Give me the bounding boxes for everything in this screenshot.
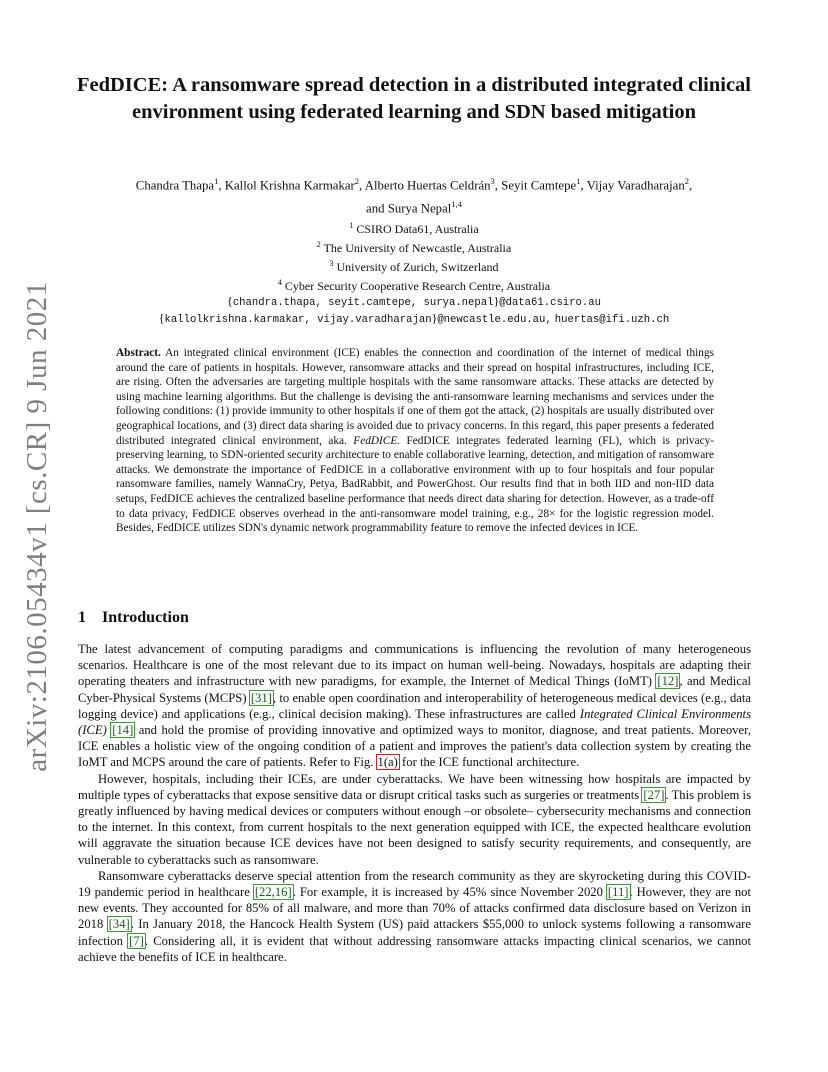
section-body [78, 641, 751, 965]
email-names: chandra.thapa, seyit.camtepe, surya.nepal [232, 297, 494, 309]
author-name: Alberto Huertas Celdrán [364, 178, 491, 193]
emphasized-term: Integrated Clinical Environments (ICE) [78, 706, 751, 738]
affiliation-line [70, 237, 758, 256]
section-heading [78, 609, 189, 627]
arxiv-identifier-stamp [14, 280, 60, 772]
affil-text: University of Zurich, Switzerland [336, 260, 499, 274]
citation-link[interactable]: [12] [657, 674, 679, 689]
affil-number: 2 [316, 240, 321, 249]
text-run: for the ICE functional architecture. [398, 755, 580, 770]
text-run: However, hospitals, including their ICEs, are under cyberattacks. We have been witnessing how hospitals are impacted by multiple types of cyberattacks that expose sensitive data or disrupt critical tasks such as surgeries or treatments [78, 771, 751, 802]
email-domain: @data61.csiro.au [499, 297, 601, 309]
author-name: and Surya Nepal [366, 201, 452, 216]
author-affil-mark: 3 [490, 176, 495, 186]
text-run: . In January 2018, the Hancock Health System (US) paid attackers $55,000 to unlock systems following a ransomware infection [78, 917, 751, 948]
affiliation-line [70, 256, 758, 275]
text-run: , to enable open coordination and interoperability of heterogeneous medical devices (e.g., data logging device) and applications (e.g., clinical decision making). These infrastructures are called [78, 690, 751, 721]
paper-title: FedDICE: A ransomware spread detection in a distributed integrated clinical environment using federated learning and SDN based mitigation [76, 74, 752, 123]
text-run: . However, they are not new events. They accounted for 85% of all malware, and more than 70% of attacks confirmed data disclosure based on Verizon in 2018 [78, 885, 751, 932]
author-name: Seyit Camtepe [501, 178, 577, 193]
figure-link[interactable]: 1(a) [377, 755, 398, 770]
affil-number: 1 [349, 221, 354, 230]
paragraph [78, 641, 751, 771]
author-affil-mark: 1 [214, 176, 219, 186]
citation-link[interactable]: [7] [129, 933, 144, 948]
citation-link[interactable]: [22,16] [254, 885, 292, 900]
author-list: Chandra Thapa$^1$, Kallol Krishna Karmakar$^2$, Alberto Huertas Celdrán$^3$, Seyit Camtepe$^1$, Vijay Varadharajan$^2$, and Surya Nepal$^{1,4}$ [135, 176, 693, 216]
abstract [116, 346, 714, 536]
email-address: huertas@ifi.uzh.ch [554, 314, 670, 326]
author-affil-mark: 1,4 [451, 199, 462, 210]
author-name: Chandra Thapa [135, 178, 215, 193]
text-run: Ransomware cyberattacks deserve special attention from the research community as they are skyrocketing during this COVID-19 pandemic period in healthcare [78, 868, 751, 900]
author-affil-mark: 2 [354, 176, 360, 186]
text-run: The latest advancement of computing paradigms and communications is influencing the revolution of many heterogeneous scenarios. Healthcare is one of the most relevant due to its impact on human well-being. Nowadays, hospitals are adapting their operating theaters and infrastructure with new paradigms, for example, the Internet of Medical Things (IoMT) [78, 642, 751, 689]
system-name: FedDICE. [353, 434, 401, 447]
arxiv-identifier-text: arXiv:2106.05434v1 [cs.CR] 9 Jun 2021 [20, 280, 53, 772]
text-run: . For example, it is increased by 45% since November 2020 [292, 885, 607, 900]
text-run: . Considering all, it is evident that without addressing ransomware attacks impacting clinical scenarios, we cannot achieve the benefits of ICE in healthcare. [78, 933, 751, 964]
citation-link[interactable]: [31] [250, 690, 272, 705]
abstract-text: FedDICE integrates federated learning (FL), which is privacy-preserving learning, to SDN-oriented security architecture to enable collaborative learning, detection, and mitigation of ransomware attacks. We demonstrate the importance of FedDICE in a collaborative environment with up to four hospitals and four popular ransomware families, namely WannaCry, Petya, BadRabbit, and PowerGhost. Our results find that in both IID and non-IID data setups, FedDICE achieves the centralized baseline performance that needs direct data sharing for detection. However, as a trade-off to data privacy, FedDICE observes overhead in the anti-ransomware model training, e.g., 28× for the logistic regression model. Besides, FedDICE utilizes SDN's dynamic network programmability feature to remove the infected devices in ICE. [116, 434, 715, 535]
affil-text: The University of Newcastle, Australia [323, 241, 512, 255]
citation-link[interactable]: [14] [112, 723, 134, 738]
author-affil-mark: 1 [576, 176, 581, 186]
abstract-text: An integrated clinical environment (ICE) enables the connection and coordination of the internet of medical things around the care of patients in hospitals. However, ransomware attacks and their spread on hospital infrastructures, including ICE, are rising. Often the adversaries are targeting multiple hospitals with the same ransomware attacks. These attacks are detected by using machine learning algorithms. But the challenge is devising the anti-ransomware learning mechanisms and services under the following conditions: (1) provide immunity to other hospitals if one of them got the attack, (2) hospitals are usually distributed over geographical locations, and (3) direct data sharing is avoided due to privacy concerns. In this regard, this paper presents a federated distributed integrated clinical environment, aka. [116, 347, 715, 447]
email-domain: @newcastle.edu.au, [437, 314, 552, 326]
affil-text: CSIRO Data61, Australia [356, 222, 479, 236]
citation-link[interactable]: [11] [607, 885, 629, 900]
author-name: Vijay Varadharajan [586, 178, 685, 193]
paragraph [78, 868, 751, 965]
affiliation-line [70, 218, 758, 237]
email-line: {chandra.thapa, seyit.camtepe, surya.nepal}@data61.csiro.au [227, 294, 601, 309]
paragraph [78, 771, 751, 868]
abstract-label: Abstract. [116, 347, 161, 359]
citation-link[interactable]: [27] [643, 787, 665, 802]
affil-text: Cyber Security Cooperative Research Centre, Australia [284, 279, 551, 293]
author-name: Kallol Krishna Karmakar [224, 178, 355, 193]
author-affil-mark: 2 [684, 176, 690, 186]
affiliation-line [70, 275, 758, 294]
email-names: kallolkrishna.karmakar, vijay.varadharajan [164, 314, 432, 326]
affil-number: 3 [329, 259, 334, 268]
text-run: . This problem is greatly influenced by having medical devices or computers without enough –or obsolete– cybersecurity mechanisms and connection to the internet. In this context, from current hospitals to the next generation equipped with ICE, the expected healthcare evolution will aggravate the situation because ICE devices have not been designed to satisfy security requirements, and consequently, are vulnerable to cyberattacks such as ransomware. [78, 787, 751, 867]
affiliation-block [70, 218, 758, 328]
text-run: and hold the promise of providing innovative and optimized ways to monitor, diagnose, and treat patients. Moreover, ICE enables a holistic view of the ongoing condition of a patient and improves the patient's data collection system by creating the IoMT and MCPS around the care of patients. Refer to Fig. [78, 723, 751, 770]
section-number: 1 [78, 609, 86, 626]
text-run: , and Medical Cyber-Physical Systems (MCPS) [78, 674, 751, 705]
citation-link[interactable]: [34] [108, 917, 130, 932]
section-title: Introduction [102, 609, 189, 626]
affil-number: 4 [277, 278, 282, 287]
email-line: {kallolkrishna.karmakar, vijay.varadharajan}@newcastle.edu.au, huertas@ifi.uzh.ch [158, 311, 670, 326]
